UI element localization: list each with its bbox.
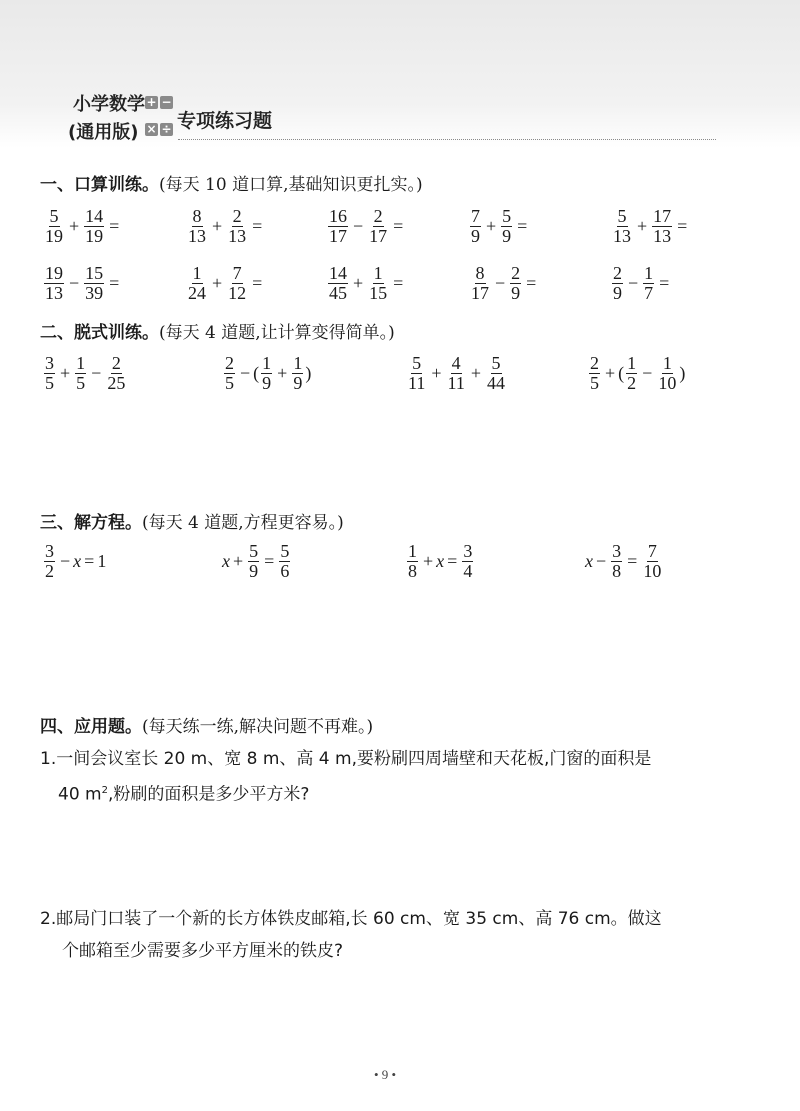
- oral-item-7: [185, 264, 265, 303]
- minus-icon: −: [161, 95, 172, 109]
- numerator: 14: [329, 263, 347, 283]
- section-title: 三、解方程。: [40, 513, 142, 533]
- fraction: [652, 207, 672, 246]
- numerator: 15: [85, 263, 104, 283]
- denominator: 25: [107, 373, 126, 393]
- equals: =: [252, 216, 263, 236]
- brand-edition: (通用版): [68, 122, 139, 143]
- oral-item-4: [468, 207, 530, 246]
- operator: −: [69, 273, 80, 293]
- numerator: 8: [475, 263, 485, 283]
- area-value: 40 m: [58, 784, 102, 805]
- denominator: 13: [188, 226, 206, 246]
- operator: +: [431, 363, 442, 383]
- equals: =: [109, 216, 120, 236]
- denominator: 44: [487, 373, 505, 393]
- fraction: [44, 542, 55, 581]
- denominator: 39: [85, 283, 104, 303]
- equals: =: [659, 273, 670, 293]
- numerator: 16: [329, 206, 347, 226]
- fraction: [642, 542, 662, 581]
- oral-item-8: [326, 264, 406, 303]
- numerator: 1: [76, 353, 86, 373]
- equation-item-4: [585, 542, 664, 581]
- denominator: 5: [45, 373, 54, 393]
- numerator: 1: [662, 353, 672, 373]
- problem-line: 1.一间会议室长 20 m、宽 8 m、高 4 m,要粉刷四周墙壁和天花板,门窗的面积是: [40, 749, 652, 769]
- divide-icon: ÷: [161, 122, 172, 136]
- denominator: 13: [228, 226, 247, 246]
- denominator: 9: [249, 561, 259, 581]
- numerator: 14: [85, 206, 104, 226]
- numerator: 5: [49, 206, 59, 226]
- equals: =: [264, 551, 275, 571]
- equation-item-1: [42, 542, 106, 581]
- fraction: [75, 354, 86, 393]
- fraction: [407, 542, 418, 581]
- word-problem-1: [40, 743, 651, 811]
- equals: =: [84, 551, 95, 571]
- denominator: 4: [463, 561, 473, 581]
- fraction: [462, 542, 473, 581]
- equation-item-3: [405, 542, 475, 581]
- fraction: [328, 207, 348, 246]
- denominator: 19: [85, 226, 104, 246]
- section-stepwise-heading: [40, 318, 395, 343]
- numerator: 7: [232, 263, 242, 283]
- fraction: [612, 264, 623, 303]
- operator: −: [642, 363, 653, 383]
- stepwise-item-1: [42, 354, 128, 393]
- denominator: 8: [408, 561, 417, 581]
- numerator: 5: [412, 353, 422, 373]
- operator: −: [91, 363, 102, 383]
- operator: +: [233, 551, 244, 571]
- equals: =: [526, 273, 537, 293]
- fraction: [510, 264, 521, 303]
- operator: −: [353, 216, 364, 236]
- numerator: 5: [491, 353, 501, 373]
- superscript: 2: [101, 785, 108, 796]
- fraction: [657, 354, 677, 393]
- denominator: 17: [471, 283, 489, 303]
- equals: =: [109, 273, 120, 293]
- operator: +: [423, 551, 434, 571]
- operator: −: [596, 551, 607, 571]
- oral-item-2: [185, 207, 265, 246]
- fraction: [470, 264, 490, 303]
- denominator: 11: [408, 373, 426, 393]
- stepwise-item-4: [587, 354, 685, 393]
- section-title: 四、应用题。: [40, 717, 142, 737]
- equals: =: [447, 551, 458, 571]
- denominator: 11: [447, 373, 465, 393]
- stepwise-item-2: [222, 354, 311, 393]
- fraction: [44, 264, 64, 303]
- fraction: [248, 542, 259, 581]
- equals: =: [393, 273, 404, 293]
- numerator: 2: [613, 263, 622, 283]
- numerator: 5: [502, 206, 512, 226]
- fraction: [187, 264, 207, 303]
- numerator: 2: [232, 206, 242, 226]
- numerator: 17: [653, 206, 672, 226]
- section-word-problem-heading: [40, 712, 373, 737]
- operator: −: [60, 551, 71, 571]
- fraction: [486, 354, 506, 393]
- fraction: [227, 207, 247, 246]
- right-paren: ): [305, 363, 312, 383]
- fraction: [611, 542, 622, 581]
- denominator: 9: [511, 283, 521, 303]
- denominator: 17: [369, 226, 388, 246]
- denominator: 9: [293, 373, 303, 393]
- numerator: 3: [45, 353, 54, 373]
- header-divider: [178, 139, 716, 140]
- operator: +: [212, 273, 223, 293]
- denominator: 5: [590, 373, 599, 393]
- problem-line: [40, 775, 651, 811]
- fraction: [368, 264, 388, 303]
- fraction: [84, 207, 104, 246]
- numerator: 5: [249, 541, 259, 561]
- operator: −: [628, 273, 639, 293]
- numerator: 3: [45, 541, 54, 561]
- oral-item-6: [42, 264, 122, 303]
- numerator: 4: [451, 353, 461, 373]
- section-note: (每天练一练,解决问题不再难。): [142, 717, 374, 737]
- left-paren: (: [618, 363, 625, 383]
- problem-line: 个邮箱至少需要多少平方厘米的铁皮?: [62, 941, 344, 961]
- numerator: 1: [644, 263, 654, 283]
- variable: x: [73, 551, 82, 571]
- fraction: [106, 354, 126, 393]
- numerator: 1: [408, 541, 417, 561]
- denominator: 5: [225, 373, 234, 393]
- operator: +: [277, 363, 288, 383]
- fraction: [44, 207, 64, 246]
- denominator: 2: [45, 561, 54, 581]
- numerator: 1: [627, 353, 637, 373]
- word-problem-2: [40, 903, 662, 967]
- variable: x: [436, 551, 445, 571]
- operator: +: [605, 363, 616, 383]
- equals: =: [627, 551, 638, 571]
- section-title: 二、脱式训练。: [40, 323, 159, 343]
- operator: +: [470, 363, 481, 383]
- fraction: [470, 207, 481, 246]
- fraction: [447, 354, 466, 393]
- denominator: 17: [329, 226, 347, 246]
- oral-item-10: [610, 264, 672, 303]
- fraction: [227, 264, 247, 303]
- equals: =: [252, 273, 263, 293]
- numerator: 7: [471, 206, 480, 226]
- denominator: 13: [45, 283, 63, 303]
- numerator: 2: [590, 353, 599, 373]
- oral-item-1: [42, 207, 122, 246]
- denominator: 13: [613, 226, 631, 246]
- fraction: [84, 264, 104, 303]
- operator: +: [60, 363, 71, 383]
- denominator: 6: [280, 561, 290, 581]
- denominator: 2: [627, 373, 637, 393]
- fraction: [279, 542, 290, 581]
- operator: +: [212, 216, 223, 236]
- equals: =: [393, 216, 404, 236]
- section-oral-heading: [40, 170, 423, 195]
- variable: x: [222, 551, 230, 571]
- fraction: [292, 354, 303, 393]
- oral-item-3: [326, 207, 406, 246]
- operator: +: [69, 216, 80, 236]
- operator: +: [486, 216, 497, 236]
- fraction: [368, 207, 388, 246]
- denominator: 15: [369, 283, 388, 303]
- numerator: 2: [111, 353, 121, 373]
- numerator: 5: [617, 206, 627, 226]
- stepwise-item-3: [405, 354, 508, 393]
- denominator: 8: [612, 561, 622, 581]
- brand-title: 小学数学: [73, 94, 145, 115]
- numerator: 2: [373, 206, 383, 226]
- denominator: 19: [45, 226, 63, 246]
- numerator: 1: [192, 263, 202, 283]
- fraction: [261, 354, 272, 393]
- fraction: [224, 354, 235, 393]
- denominator: 9: [613, 283, 622, 303]
- numerator: 3: [463, 541, 473, 561]
- problem-question: ,粉刷的面积是多少平方米?: [107, 784, 310, 805]
- equation-item-2: [222, 542, 292, 581]
- fraction: [589, 354, 600, 393]
- numerator: 2: [511, 263, 521, 283]
- fraction: [407, 354, 426, 393]
- oral-item-5: [610, 207, 690, 246]
- left-paren: (: [253, 363, 260, 383]
- fraction: [643, 264, 654, 303]
- fraction: [626, 354, 637, 393]
- numerator: 1: [373, 263, 383, 283]
- fraction: [612, 207, 632, 246]
- denominator: 9: [262, 373, 272, 393]
- numerator: 3: [612, 541, 622, 561]
- numerator: 1: [262, 353, 272, 373]
- page-title: 专项练习题: [177, 110, 273, 132]
- numerator: 5: [280, 541, 290, 561]
- section-note: (每天 4 道题,让计算变得简单。): [159, 323, 395, 343]
- numerator: 2: [225, 353, 234, 373]
- oral-item-9: [468, 264, 539, 303]
- operator: +: [353, 273, 364, 293]
- denominator: 12: [228, 283, 247, 303]
- denominator: 9: [502, 226, 512, 246]
- denominator: 13: [653, 226, 672, 246]
- numerator: 19: [45, 263, 63, 283]
- right-paren: ): [679, 363, 686, 383]
- operator: −: [240, 363, 251, 383]
- operator: −: [495, 273, 506, 293]
- section-title: 一、口算训练。: [40, 175, 159, 195]
- numerator: 7: [647, 541, 657, 561]
- operator: +: [637, 216, 648, 236]
- numerator: 8: [192, 206, 202, 226]
- plus-icon: +: [146, 95, 157, 109]
- denominator: 10: [643, 561, 662, 581]
- section-note: (每天 4 道题,方程更容易。): [142, 513, 344, 533]
- denominator: 10: [658, 373, 677, 393]
- numerator: 1: [293, 353, 303, 373]
- fraction: [501, 207, 512, 246]
- problem-line: 2.邮局门口装了一个新的长方体铁皮邮箱,长 60 cm、宽 35 cm、高 76 cm。做这: [40, 909, 662, 929]
- equals: =: [677, 216, 688, 236]
- equals: =: [517, 216, 528, 236]
- fraction: [187, 207, 207, 246]
- fraction: [44, 354, 55, 393]
- denominator: 45: [329, 283, 347, 303]
- denominator: 5: [76, 373, 86, 393]
- fraction: [328, 264, 348, 303]
- denominator: 9: [471, 226, 480, 246]
- variable: x: [585, 551, 593, 571]
- times-icon: ×: [146, 122, 157, 136]
- denominator: 7: [644, 283, 654, 303]
- section-equation-heading: [40, 508, 344, 533]
- denominator: 24: [188, 283, 206, 303]
- result: 1: [97, 551, 107, 571]
- section-note: (每天 10 道口算,基础知识更扎实。): [159, 175, 423, 195]
- page-number: • 9 •: [374, 1067, 397, 1082]
